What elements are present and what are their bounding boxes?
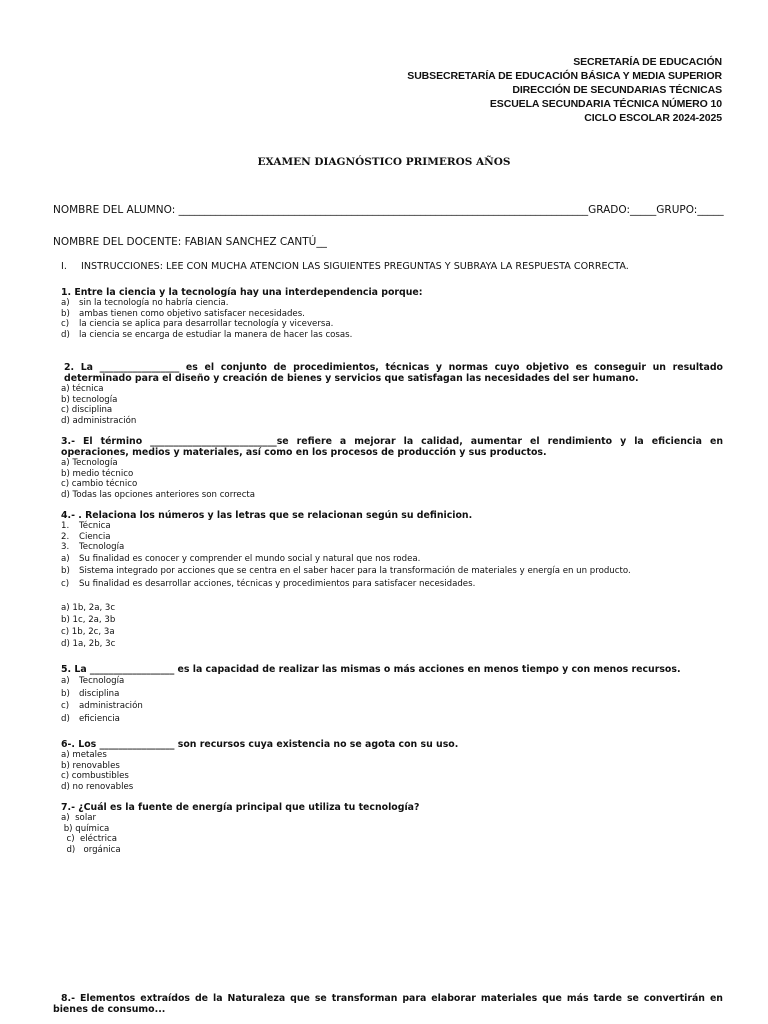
question-2-option-c: c) disciplina (61, 405, 113, 416)
question-5-option-a: a) Tecnología (61, 676, 125, 686)
header-line-secretaria: SECRETARÍA DE EDUCACIÓN (573, 56, 722, 68)
question-2-option-a: a) técnica (61, 384, 104, 394)
student-name-line: NOMBRE DEL ALUMNO: ______________________________________________________________________________GRADO:_____GRUPO:_____ (53, 204, 724, 216)
question-2-text: 2. La _________________ es el conjunto de procedimientos, técnicas y normas cuyo objetivo es conseguir un resultado determinado para el diseño y creación de bienes y servicios que satisfagan las necesidades del ser humano. (64, 362, 723, 384)
question-4-definition-c: c) Su finalidad es desarrollar acciones, técnicas y procedimientos para satisfacer necesidades. (61, 578, 476, 589)
header-line-ciclo: CICLO ESCOLAR 2024-2025 (584, 112, 722, 124)
question-7-option-c: c) eléctrica (61, 834, 117, 845)
question-4-option-a: a) 1b, 2a, 3c (61, 602, 116, 613)
question-2 (61, 362, 723, 426)
question-3-option-c: c) cambio técnico (61, 479, 138, 490)
question-7-option-a: a) solar (61, 813, 97, 823)
institution-header (407, 55, 722, 125)
question-6-option-c: c) combustibles (61, 771, 129, 782)
question-3-text: 3.- El término ___________________________se refiere a mejorar la calidad, aumentar el rendimiento y la eficiencia en operaciones, medios y materiales, así como en los procesos de producción y sus productos. (61, 436, 723, 458)
question-1-text: 1. Entre la ciencia y la tecnología hay una interdependencia porque: (61, 287, 423, 298)
question-6 (61, 739, 723, 792)
question-5-option-d: d) eficiencia (61, 713, 120, 724)
question-3-option-b: b) medio técnico (61, 468, 134, 479)
question-7 (61, 802, 723, 855)
header-line-subsecretaria: SUBSECRETARÍA DE EDUCACIÓN BÁSICA Y MEDIA SUPERIOR (407, 70, 722, 82)
question-4-definition-b: b) Sistema integrado por acciones que se centra en el saber hacer para la transformación de materiales y energía en un producto. (61, 566, 631, 577)
question-6-text: 6-. Los ________________ son recursos cuya existencia no se agota con su uso. (61, 739, 459, 750)
question-6-option-b: b) renovables (61, 760, 120, 771)
question-4 (61, 510, 723, 650)
question-4-definition-a: a) Su finalidad es conocer y comprender el mundo social y natural que nos rodea. (61, 553, 421, 564)
exam-title: EXAMEN DIAGNÓSTICO PRIMEROS AÑOS (257, 156, 511, 168)
question-5-option-c: c) administración (61, 701, 143, 711)
question-7-text: 7.- ¿Cuál es la fuente de energía principal que utiliza tu tecnología? (61, 802, 420, 813)
question-6-option-a: a) metales (61, 750, 107, 760)
question-5-option-b: b) disciplina (61, 688, 120, 699)
instructions-number: I. (61, 261, 67, 272)
question-4-option-c: c) 1b, 2c, 3a (61, 626, 115, 637)
question-1 (61, 287, 723, 340)
question-5-text: 5. La __________________ es la capacidad de realizar las mismas o más acciones en menos tiempo y con menos recursos. (61, 664, 681, 675)
question-4-term-3: 3. Tecnología (61, 542, 125, 553)
question-5 (61, 664, 723, 725)
question-3 (61, 436, 723, 500)
question-3-option-d: d) Todas las opciones anteriores son correcta (61, 489, 256, 500)
question-1-option-d: d) la ciencia se encarga de estudiar la manera de hacer las cosas. (61, 329, 353, 340)
question-7-option-b: b) química (61, 823, 110, 834)
question-4-text: 4.- . Relaciona los números y las letras que se relacionan según su definicion. (61, 510, 473, 521)
instructions-text: INSTRUCCIONES: LEE CON MUCHA ATENCION LAS SIGUIENTES PREGUNTAS Y SUBRAYA LA RESPUESTA CORRECTA. (81, 261, 629, 272)
question-6-option-d: d) no renovables (61, 781, 134, 792)
question-4-option-d: d) 1a, 2b, 3c (61, 638, 116, 649)
instructions (61, 261, 629, 272)
question-1-option-b: b) ambas tienen como objetivo satisfacer necesidades. (61, 308, 305, 319)
question-4-term-1: 1. Técnica (61, 521, 111, 531)
question-2-option-b: b) tecnología (61, 394, 118, 405)
header-line-escuela: ESCUELA SECUNDARIA TÉCNICA NÚMERO 10 (489, 98, 722, 110)
question-8-text: 8.- Elementos extraídos de la Naturaleza que se transforman para elaborar materiales que más tarde se convertirán en bienes de consumo... (53, 993, 723, 1015)
question-4-term-2: 2. Ciencia (61, 531, 111, 542)
question-2-option-d: d) administración (61, 415, 137, 426)
question-8 (53, 993, 723, 1015)
question-7-option-d: d) orgánica (61, 844, 121, 855)
question-1-option-a: a) sin la tecnología no habría ciencia. (61, 298, 229, 308)
question-3-option-a: a) Tecnología (61, 458, 118, 468)
teacher-name-line: NOMBRE DEL DOCENTE: FABIAN SANCHEZ CANTÚ__ (53, 236, 327, 248)
header-line-direccion: DIRECCIÓN DE SECUNDARIAS TÉCNICAS (512, 84, 722, 96)
question-1-option-c: c) la ciencia se aplica para desarrollar tecnología y viceversa. (61, 319, 334, 330)
question-4-option-b: b) 1c, 2a, 3b (61, 614, 116, 625)
